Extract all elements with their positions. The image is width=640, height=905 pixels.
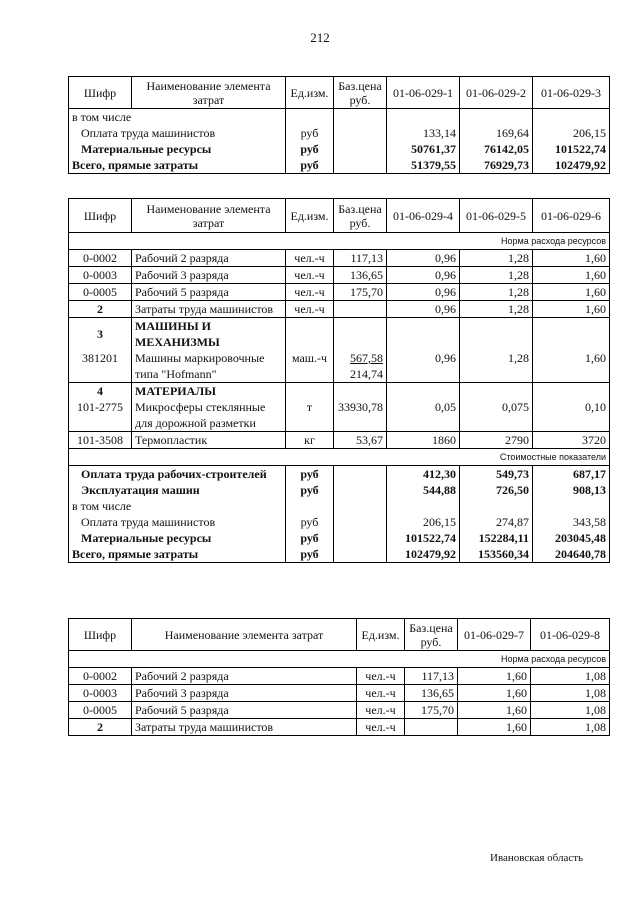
table-row: [69, 141, 610, 157]
row-unit: чел.-ч: [357, 719, 405, 736]
row-unit: руб: [286, 530, 334, 546]
row-price: 136,65: [405, 685, 458, 702]
row-unit: чел.-ч: [357, 702, 405, 719]
row-unit: руб: [286, 466, 334, 483]
table-row: [69, 482, 610, 498]
row-unit: чел.-ч: [286, 284, 334, 301]
row-price: 175,70: [405, 702, 458, 719]
row-unit: чел.-ч: [357, 685, 405, 702]
row-name: Всего, прямые затраты: [69, 157, 286, 174]
row-value: 203045,48: [533, 530, 610, 546]
table-row: [69, 109, 610, 126]
row-name: Затраты труда машинистов: [132, 719, 357, 736]
table-row: [69, 157, 610, 174]
table-row: [69, 719, 610, 736]
row-value: 101522,74: [387, 530, 460, 546]
section-materials: [69, 383, 610, 400]
row-code: 2: [69, 719, 132, 736]
row-price: 175,70: [334, 284, 387, 301]
row-value: 1,60: [533, 350, 610, 383]
table-row: [69, 466, 610, 483]
table-row: [69, 250, 610, 267]
row-unit: чел.-ч: [286, 250, 334, 267]
row-value: 1,28: [460, 267, 533, 284]
row-value: 1,60: [533, 267, 610, 284]
row-value: 1,28: [460, 250, 533, 267]
header-col-3: 01-06-029-3: [533, 77, 610, 109]
row-value: 204640,78: [533, 546, 610, 563]
table-row: [69, 530, 610, 546]
row-unit: чел.-ч: [286, 267, 334, 284]
row-name: Рабочий 2 разряда: [132, 250, 286, 267]
row-value: 1,08: [531, 685, 610, 702]
table-row: [69, 267, 610, 284]
row-price: [405, 719, 458, 736]
subheader-norm: Норма расхода ресурсов: [69, 651, 610, 668]
row-value: 0,96: [387, 284, 460, 301]
page-number: 212: [310, 30, 330, 45]
row-name: Материальные ресурсы: [69, 141, 286, 157]
row-value: 0,96: [387, 301, 460, 318]
row-name: Оплата труда машинистов: [69, 514, 286, 530]
row-name: в том числе: [69, 498, 286, 514]
row-name: Всего, прямые затраты: [69, 546, 286, 563]
row-code: 0-0005: [69, 284, 132, 301]
table-row: [69, 702, 610, 719]
row-value: 412,30: [387, 466, 460, 483]
cost-table-1: [68, 76, 610, 174]
section-title: МАТЕРИАЛЫ: [132, 383, 286, 400]
row-price: [334, 301, 387, 318]
row-name: Рабочий 5 разряда: [132, 702, 357, 719]
table-row: [69, 685, 610, 702]
row-value: 908,13: [533, 482, 610, 498]
row-value: 687,17: [533, 466, 610, 483]
row-unit: руб: [286, 546, 334, 563]
header-col-7: 01-06-029-7: [458, 619, 531, 651]
row-price: 33930,78: [334, 399, 387, 432]
section-machines: [69, 318, 610, 351]
price-top: 567,58: [350, 351, 383, 365]
row-code: 101-3508: [69, 432, 132, 449]
row-value: 0,96: [387, 250, 460, 267]
footer-region: Ивановская область: [490, 852, 584, 864]
table-row: [69, 125, 610, 141]
row-price: 117,13: [405, 668, 458, 685]
row-code: 0-0003: [69, 267, 132, 284]
table-row: [69, 498, 610, 514]
row-code: 0-0005: [69, 702, 132, 719]
row-value: 133,14: [387, 125, 460, 141]
section-code: 3: [69, 318, 132, 351]
row-name: Материальные ресурсы: [69, 530, 286, 546]
row-value: 152284,11: [460, 530, 533, 546]
row-name: Микросферы стеклянные для дорожной разметки: [132, 399, 286, 432]
header-col-1: 01-06-029-1: [387, 77, 460, 109]
row-value: 343,58: [533, 514, 610, 530]
table-row: [69, 350, 610, 383]
row-unit: руб: [286, 157, 334, 174]
table-row: [69, 399, 610, 432]
header-code: Шифр: [69, 77, 132, 109]
row-value: 102479,92: [533, 157, 610, 174]
table-row: [69, 668, 610, 685]
row-value: 544,88: [387, 482, 460, 498]
cost-table-2: [68, 198, 610, 563]
row-value: 169,64: [460, 125, 533, 141]
row-value: 1,60: [458, 702, 531, 719]
row-value: 153560,34: [460, 546, 533, 563]
row-code: 101-2775: [69, 399, 132, 432]
price-bottom: 214,74: [350, 367, 383, 381]
row-value: 0,075: [460, 399, 533, 432]
row-unit: руб: [286, 514, 334, 530]
row-value: 206,15: [387, 514, 460, 530]
row-name: Затраты труда машинистов: [132, 301, 286, 318]
header-col-8: 01-06-029-8: [531, 619, 610, 651]
table-row: [69, 432, 610, 449]
row-value: 1,08: [531, 719, 610, 736]
row-value: 274,87: [460, 514, 533, 530]
row-code: 0-0002: [69, 250, 132, 267]
header-price: Баз.цена руб.: [334, 77, 387, 109]
row-price: 117,13: [334, 250, 387, 267]
row-value: 549,73: [460, 466, 533, 483]
row-value: 51379,55: [387, 157, 460, 174]
row-name: в том числе: [69, 109, 286, 126]
row-value: 2790: [460, 432, 533, 449]
table-row: [69, 514, 610, 530]
row-unit: руб: [286, 125, 334, 141]
cost-table-3: [68, 618, 610, 736]
row-name: Эксплуатация машин: [69, 482, 286, 498]
table-row: [69, 546, 610, 563]
row-value: 3720: [533, 432, 610, 449]
row-unit: чел.-ч: [357, 668, 405, 685]
header-col-5: 01-06-029-5: [460, 199, 533, 233]
row-value: 1,60: [458, 719, 531, 736]
row-value: 0,10: [533, 399, 610, 432]
row-value: 1,28: [460, 350, 533, 383]
row-value: 1,28: [460, 301, 533, 318]
row-value: 1860: [387, 432, 460, 449]
row-value: 1,60: [533, 250, 610, 267]
header-code: Шифр: [69, 619, 132, 651]
row-value: 1,60: [458, 685, 531, 702]
row-name: Оплата труда рабочих-строителей: [69, 466, 286, 483]
header-name: Наименование элемента затрат: [132, 77, 286, 109]
header-price: Баз.цена руб.: [405, 619, 458, 651]
row-code: 2: [69, 301, 132, 318]
row-value: 0,96: [387, 350, 460, 383]
header-col-2: 01-06-029-2: [460, 77, 533, 109]
row-value: 206,15: [533, 125, 610, 141]
header-unit: Ед.изм.: [286, 77, 334, 109]
row-value: 76929,73: [460, 157, 533, 174]
header-code: Шифр: [69, 199, 132, 233]
row-code: 0-0002: [69, 668, 132, 685]
row-unit: кг: [286, 432, 334, 449]
row-name: Рабочий 2 разряда: [132, 668, 357, 685]
row-value: 102479,92: [387, 546, 460, 563]
row-value: 50761,37: [387, 141, 460, 157]
row-name: Машины маркировочные типа "Hofmann": [132, 350, 286, 383]
row-code: 381201: [69, 350, 132, 383]
row-value: 76142,05: [460, 141, 533, 157]
row-name: Оплата труда машинистов: [69, 125, 286, 141]
row-value: 101522,74: [533, 141, 610, 157]
section-code: 4: [69, 383, 132, 400]
header-name: Наименование элемента затрат: [132, 199, 286, 233]
row-unit: маш.-ч: [286, 350, 334, 383]
row-price: 53,67: [334, 432, 387, 449]
subheader-norm: Норма расхода ресурсов: [69, 233, 610, 250]
subheader-cost: Стоимостные показатели: [69, 449, 610, 466]
row-name: Рабочий 3 разряда: [132, 267, 286, 284]
header-unit: Ед.изм.: [357, 619, 405, 651]
row-unit: руб: [286, 482, 334, 498]
row-value: 1,60: [458, 668, 531, 685]
row-value: 0,05: [387, 399, 460, 432]
header-col-6: 01-06-029-6: [533, 199, 610, 233]
header-unit: Ед.изм.: [286, 199, 334, 233]
header-col-4: 01-06-029-4: [387, 199, 460, 233]
row-unit: т: [286, 399, 334, 432]
table-row: [69, 284, 610, 301]
row-price: 136,65: [334, 267, 387, 284]
row-value: 0,96: [387, 267, 460, 284]
row-unit: чел.-ч: [286, 301, 334, 318]
row-value: 726,50: [460, 482, 533, 498]
header-price: Баз.цена руб.: [334, 199, 387, 233]
row-price: [334, 350, 387, 383]
row-value: 1,08: [531, 668, 610, 685]
row-name: Термопластик: [132, 432, 286, 449]
row-code: 0-0003: [69, 685, 132, 702]
row-unit: руб: [286, 141, 334, 157]
row-value: 1,60: [533, 301, 610, 318]
row-name: Рабочий 3 разряда: [132, 685, 357, 702]
row-value: 1,08: [531, 702, 610, 719]
row-name: Рабочий 5 разряда: [132, 284, 286, 301]
row-value: 1,28: [460, 284, 533, 301]
section-title: МАШИНЫ И МЕХАНИЗМЫ: [132, 318, 286, 351]
row-value: 1,60: [533, 284, 610, 301]
header-name: Наименование элемента затрат: [132, 619, 357, 651]
table-row: [69, 301, 610, 318]
